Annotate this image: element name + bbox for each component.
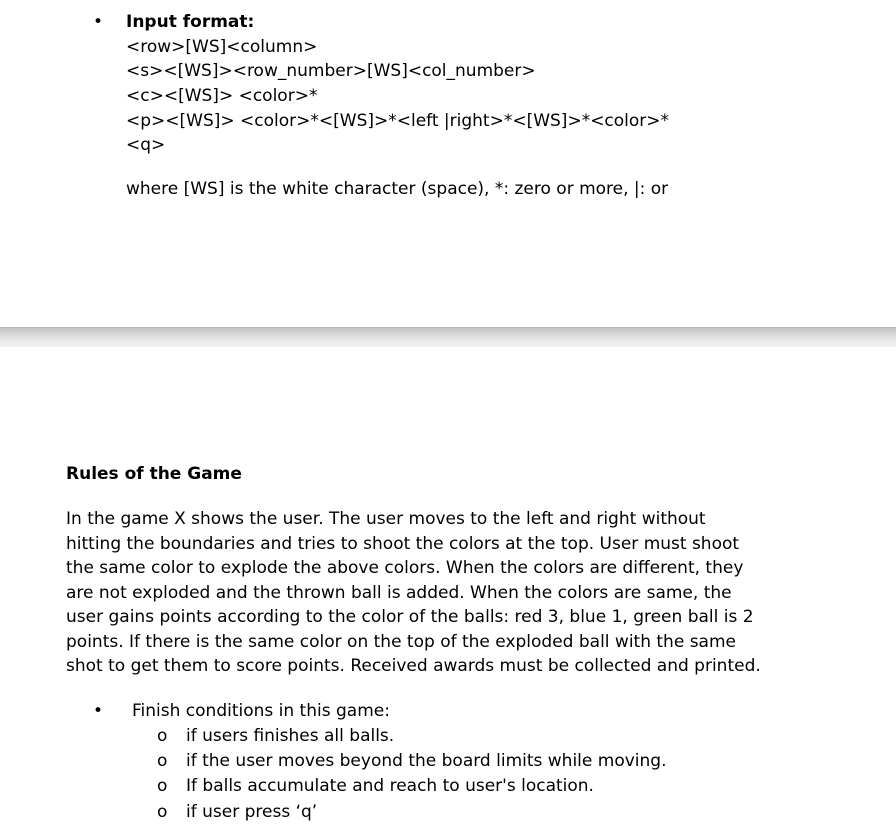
rules-paragraph-line: shot to get them to score points. Received awards must be collected and printed. <box>66 656 761 676</box>
finish-condition-item: if user press ‘q’ <box>186 802 318 822</box>
finish-conditions-heading: Finish conditions in this game: <box>132 701 390 721</box>
rules-paragraph-line: are not exploded and the thrown ball is added. When the colors are same, the <box>66 582 732 603</box>
input-format-line: <p><[WS]> <color>*<[WS]>*<left |right>*<[WS]>*<color>* <box>126 111 670 131</box>
input-format-line: <q> <box>126 135 166 155</box>
rules-paragraph-line: user gains points according to the color of the balls: red 3, blue 1, green ball is 2 <box>66 607 754 627</box>
sub-bullet-icon: o <box>157 726 168 746</box>
rules-paragraph-line: the same color to explode the above colors. When the colors are different, they <box>66 558 744 578</box>
input-format-line: <s><[WS]><row_number>[WS]<col_number> <box>126 61 536 81</box>
rules-paragraph <box>66 507 836 679</box>
rules-paragraph-line: In the game X shows the user. The user moves to the left and right without <box>66 509 706 529</box>
finish-condition-item: if the user moves beyond the board limits while moving. <box>186 751 667 771</box>
finish-condition-item: If balls accumulate and reach to user's location. <box>186 776 594 796</box>
page-break <box>0 328 896 347</box>
bullet-icon: • <box>93 701 104 721</box>
rules-heading: Rules of the Game <box>66 464 242 484</box>
finish-condition-item: if users finishes all balls. <box>186 726 395 746</box>
rules-paragraph-line: points. If there is the same color on the top of the exploded ball with the same <box>66 631 736 652</box>
bullet-icon: • <box>93 12 104 32</box>
input-format-note: where [WS] is the white character (space), *: zero or more, |: or <box>126 179 669 199</box>
sub-bullet-icon: o <box>157 751 168 771</box>
sub-bullet-icon: o <box>157 776 168 796</box>
input-format-line: <c><[WS]> <color>* <box>126 86 318 106</box>
input-format-heading: Input format: <box>126 12 255 32</box>
input-format-line: <row>[WS]<column> <box>126 37 318 57</box>
rules-paragraph-line: hitting the boundaries and tries to shoot the colors at the top. User must shoot <box>66 533 740 554</box>
sub-bullet-icon: o <box>157 802 168 822</box>
